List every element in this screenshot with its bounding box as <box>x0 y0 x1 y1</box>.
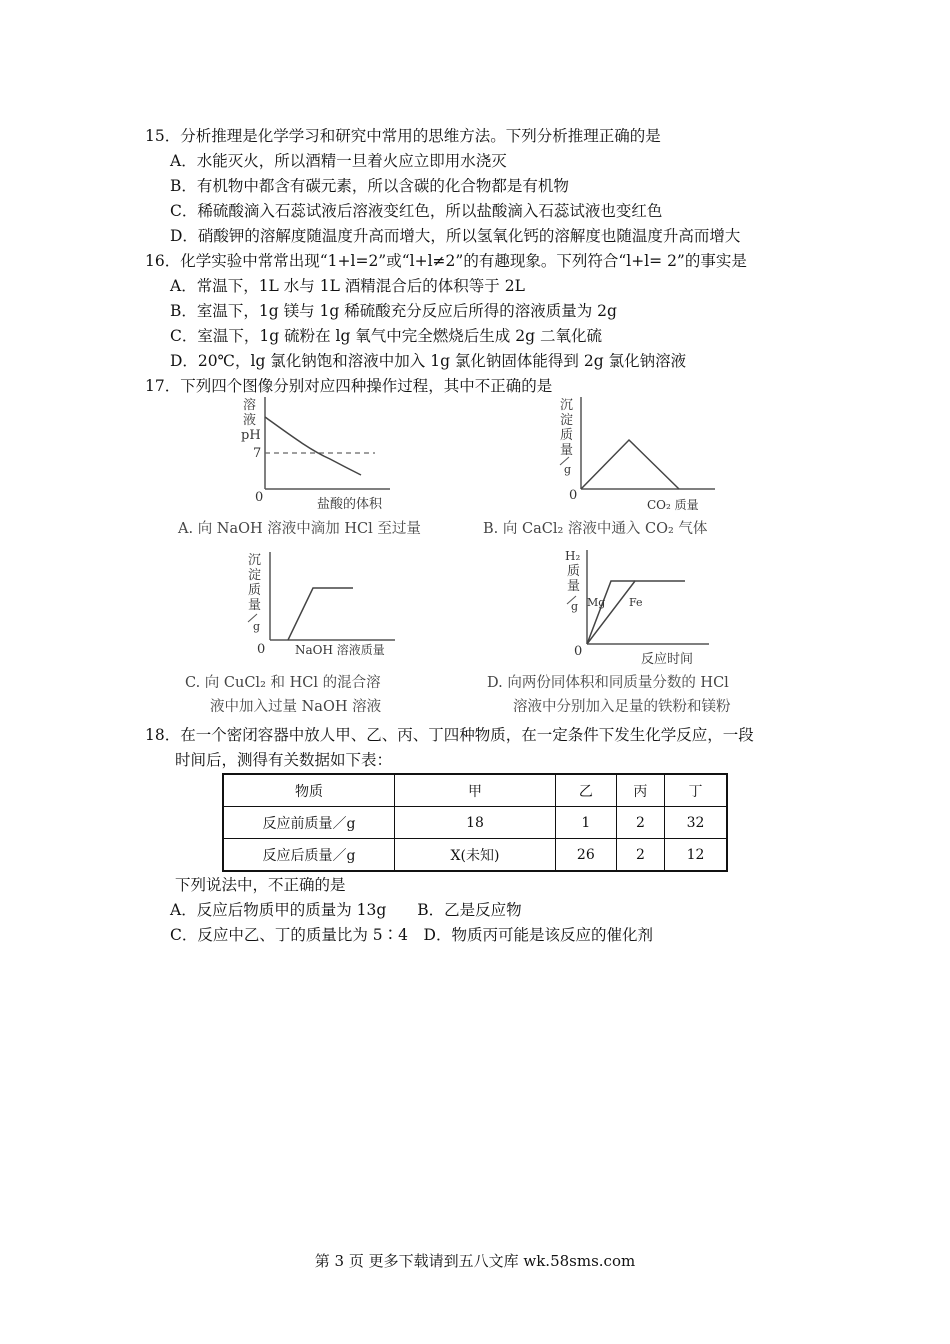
table-cell: 32 <box>665 807 727 839</box>
graph-d-xlabel: 反应时间 <box>641 652 694 667</box>
graph-d-ylabel-1: H₂ <box>565 549 581 563</box>
q18-stem-1: 18．在一个密闭容器中放人甲、乙、丙、丁四种物质，在一定条件下发生化学反应，一段 <box>145 726 754 744</box>
q16-option-b: B．室温下，1g 镁与 1g 稀硫酸充分反应后所得的溶液质量为 2g <box>170 302 617 320</box>
graph-a-xlabel: 盐酸的体积 <box>317 497 383 512</box>
graph-a-ph-curve <box>265 417 361 475</box>
graph-d-origin: 0 <box>574 644 583 659</box>
graph-b-ylabel-2: 淀 <box>560 413 574 428</box>
graph-d-unit: g <box>571 600 579 613</box>
graph-c-ylabel-3: 质 <box>248 583 262 598</box>
table-header-cell: 物质 <box>223 774 395 807</box>
table-header-cell: 甲 <box>395 774 556 807</box>
graph-b-xlabel: CO₂ 质量 <box>647 498 699 512</box>
graph-c-ylabel-1: 沉 <box>248 553 262 568</box>
graph-b-ylabel-1: 沉 <box>560 398 574 413</box>
q16-option-d: D．20℃，lg 氯化钠饱和溶液中加入 1g 氯化钠固体能得到 2g 氯化钠溶液 <box>170 352 687 370</box>
table-header-cell: 丁 <box>665 774 727 807</box>
q17-stem: 17．下列四个图像分别对应四种操作过程，其中不正确的是 <box>145 377 553 395</box>
graph-d-fe-line <box>587 581 685 644</box>
q18-options-line-1: A．反应后物质甲的质量为 13g B．乙是反应物 <box>170 901 522 919</box>
graph-b-ylabel-4: 量 <box>560 443 574 458</box>
table-cell: 反应前质量／g <box>223 807 395 839</box>
graph-c-line <box>288 588 353 640</box>
graph-b-unit: g <box>564 463 572 476</box>
q16-option-c: C．室温下，1g 硫粉在 lg 氧气中完全燃烧后生成 2g 二氧化硫 <box>170 327 602 345</box>
table-header-cell: 乙 <box>555 774 616 807</box>
graph-d-label-mg: Mg <box>587 596 606 609</box>
q15-option-b: B．有机物中都含有碳元素，所以含碳的化合物都是有机物 <box>170 177 569 195</box>
table-cell: X(未知) <box>395 839 556 872</box>
q18-stem-2: 时间后，测得有关数据如下表： <box>175 751 393 769</box>
graph-c-ylabel-2: 淀 <box>248 568 262 583</box>
graph-b <box>555 395 715 520</box>
graph-b-ylabel-3: 质 <box>560 428 574 443</box>
table-row <box>223 807 727 839</box>
graph-c-caption-1: C. 向 CuCl₂ 和 HCl 的混合溶 <box>185 675 381 691</box>
table-cell: 2 <box>616 839 664 872</box>
table-cell: 反应后质量／g <box>223 839 395 872</box>
graph-a-ylabel-1: 溶 <box>243 398 257 413</box>
graph-c <box>245 550 405 665</box>
graph-c-caption-2: 液中加入过量 NaOH 溶液 <box>210 699 382 715</box>
graph-a-ylabel-2: 液 <box>243 413 257 428</box>
table-cell: 12 <box>665 839 727 872</box>
graph-b-origin: 0 <box>569 488 578 503</box>
graph-b-caption: B. 向 CaCl₂ 溶液中通入 CO₂ 气体 <box>483 521 708 537</box>
q18-data-table <box>222 773 728 872</box>
page-footer: 第 3 页 更多下载请到五八文库 wk.58sms.com <box>314 1252 636 1270</box>
graph-d-label-fe: Fe <box>629 596 643 609</box>
graph-a-origin: 0 <box>255 490 264 505</box>
q15-option-c: C．稀硫酸滴入石蕊试液后溶液变红色，所以盐酸滴入石蕊试液也变红色 <box>170 202 663 220</box>
graph-d-caption-1: D. 向两份同体积和同质量分数的 HCl <box>487 675 729 691</box>
table-cell: 1 <box>555 807 616 839</box>
graph-c-ylabel-4: 量 <box>248 598 262 613</box>
q15-option-a: A．水能灭火，所以酒精一旦着火应立即用水浇灭 <box>170 152 507 170</box>
graph-d-caption-2: 溶液中分别加入足量的铁粉和镁粉 <box>513 699 731 715</box>
table-cell: 18 <box>395 807 556 839</box>
q15-stem: 15．分析推理是化学学习和研究中常用的思维方法。下列分析推理正确的是 <box>145 127 661 145</box>
q18-prompt: 下列说法中，不正确的是 <box>175 876 346 894</box>
graph-d-ylabel-3: 量 <box>567 579 581 594</box>
graph-a <box>235 395 395 520</box>
graph-d <box>563 548 713 668</box>
q16-option-a: A．常温下，1L 水与 1L 酒精混合后的体积等于 2L <box>170 277 525 295</box>
table-cell: 2 <box>616 807 664 839</box>
graph-a-caption: A. 向 NaOH 溶液中滴加 HCl 至过量 <box>178 521 421 537</box>
table-cell: 26 <box>555 839 616 872</box>
graph-c-xlabel: NaOH 溶液质量 <box>295 643 385 657</box>
q18-options-line-2: C．反应中乙、丁的质量比为 5∶4 D．物质丙可能是该反应的催化剂 <box>170 926 653 944</box>
table-header-cell: 丙 <box>616 774 664 807</box>
graph-c-unit: g <box>253 620 261 633</box>
q15-option-d: D．硝酸钾的溶解度随温度升高而增大，所以氢氧化钙的溶解度也随温度升高而增大 <box>170 227 741 245</box>
table-header-row <box>223 774 727 807</box>
table-row <box>223 839 727 872</box>
graph-d-ylabel-2: 质 <box>567 564 581 579</box>
graph-c-origin: 0 <box>257 642 266 657</box>
graph-b-line <box>581 440 679 489</box>
graph-a-tick-7: 7 <box>253 446 262 461</box>
q16-stem: 16．化学实验中常常出现“1+l=2”或“l+l≠2”的有趣现象。下列符合“l+l= 2”的事实是 <box>145 252 747 270</box>
graph-a-ylabel-3: pH <box>241 428 261 443</box>
